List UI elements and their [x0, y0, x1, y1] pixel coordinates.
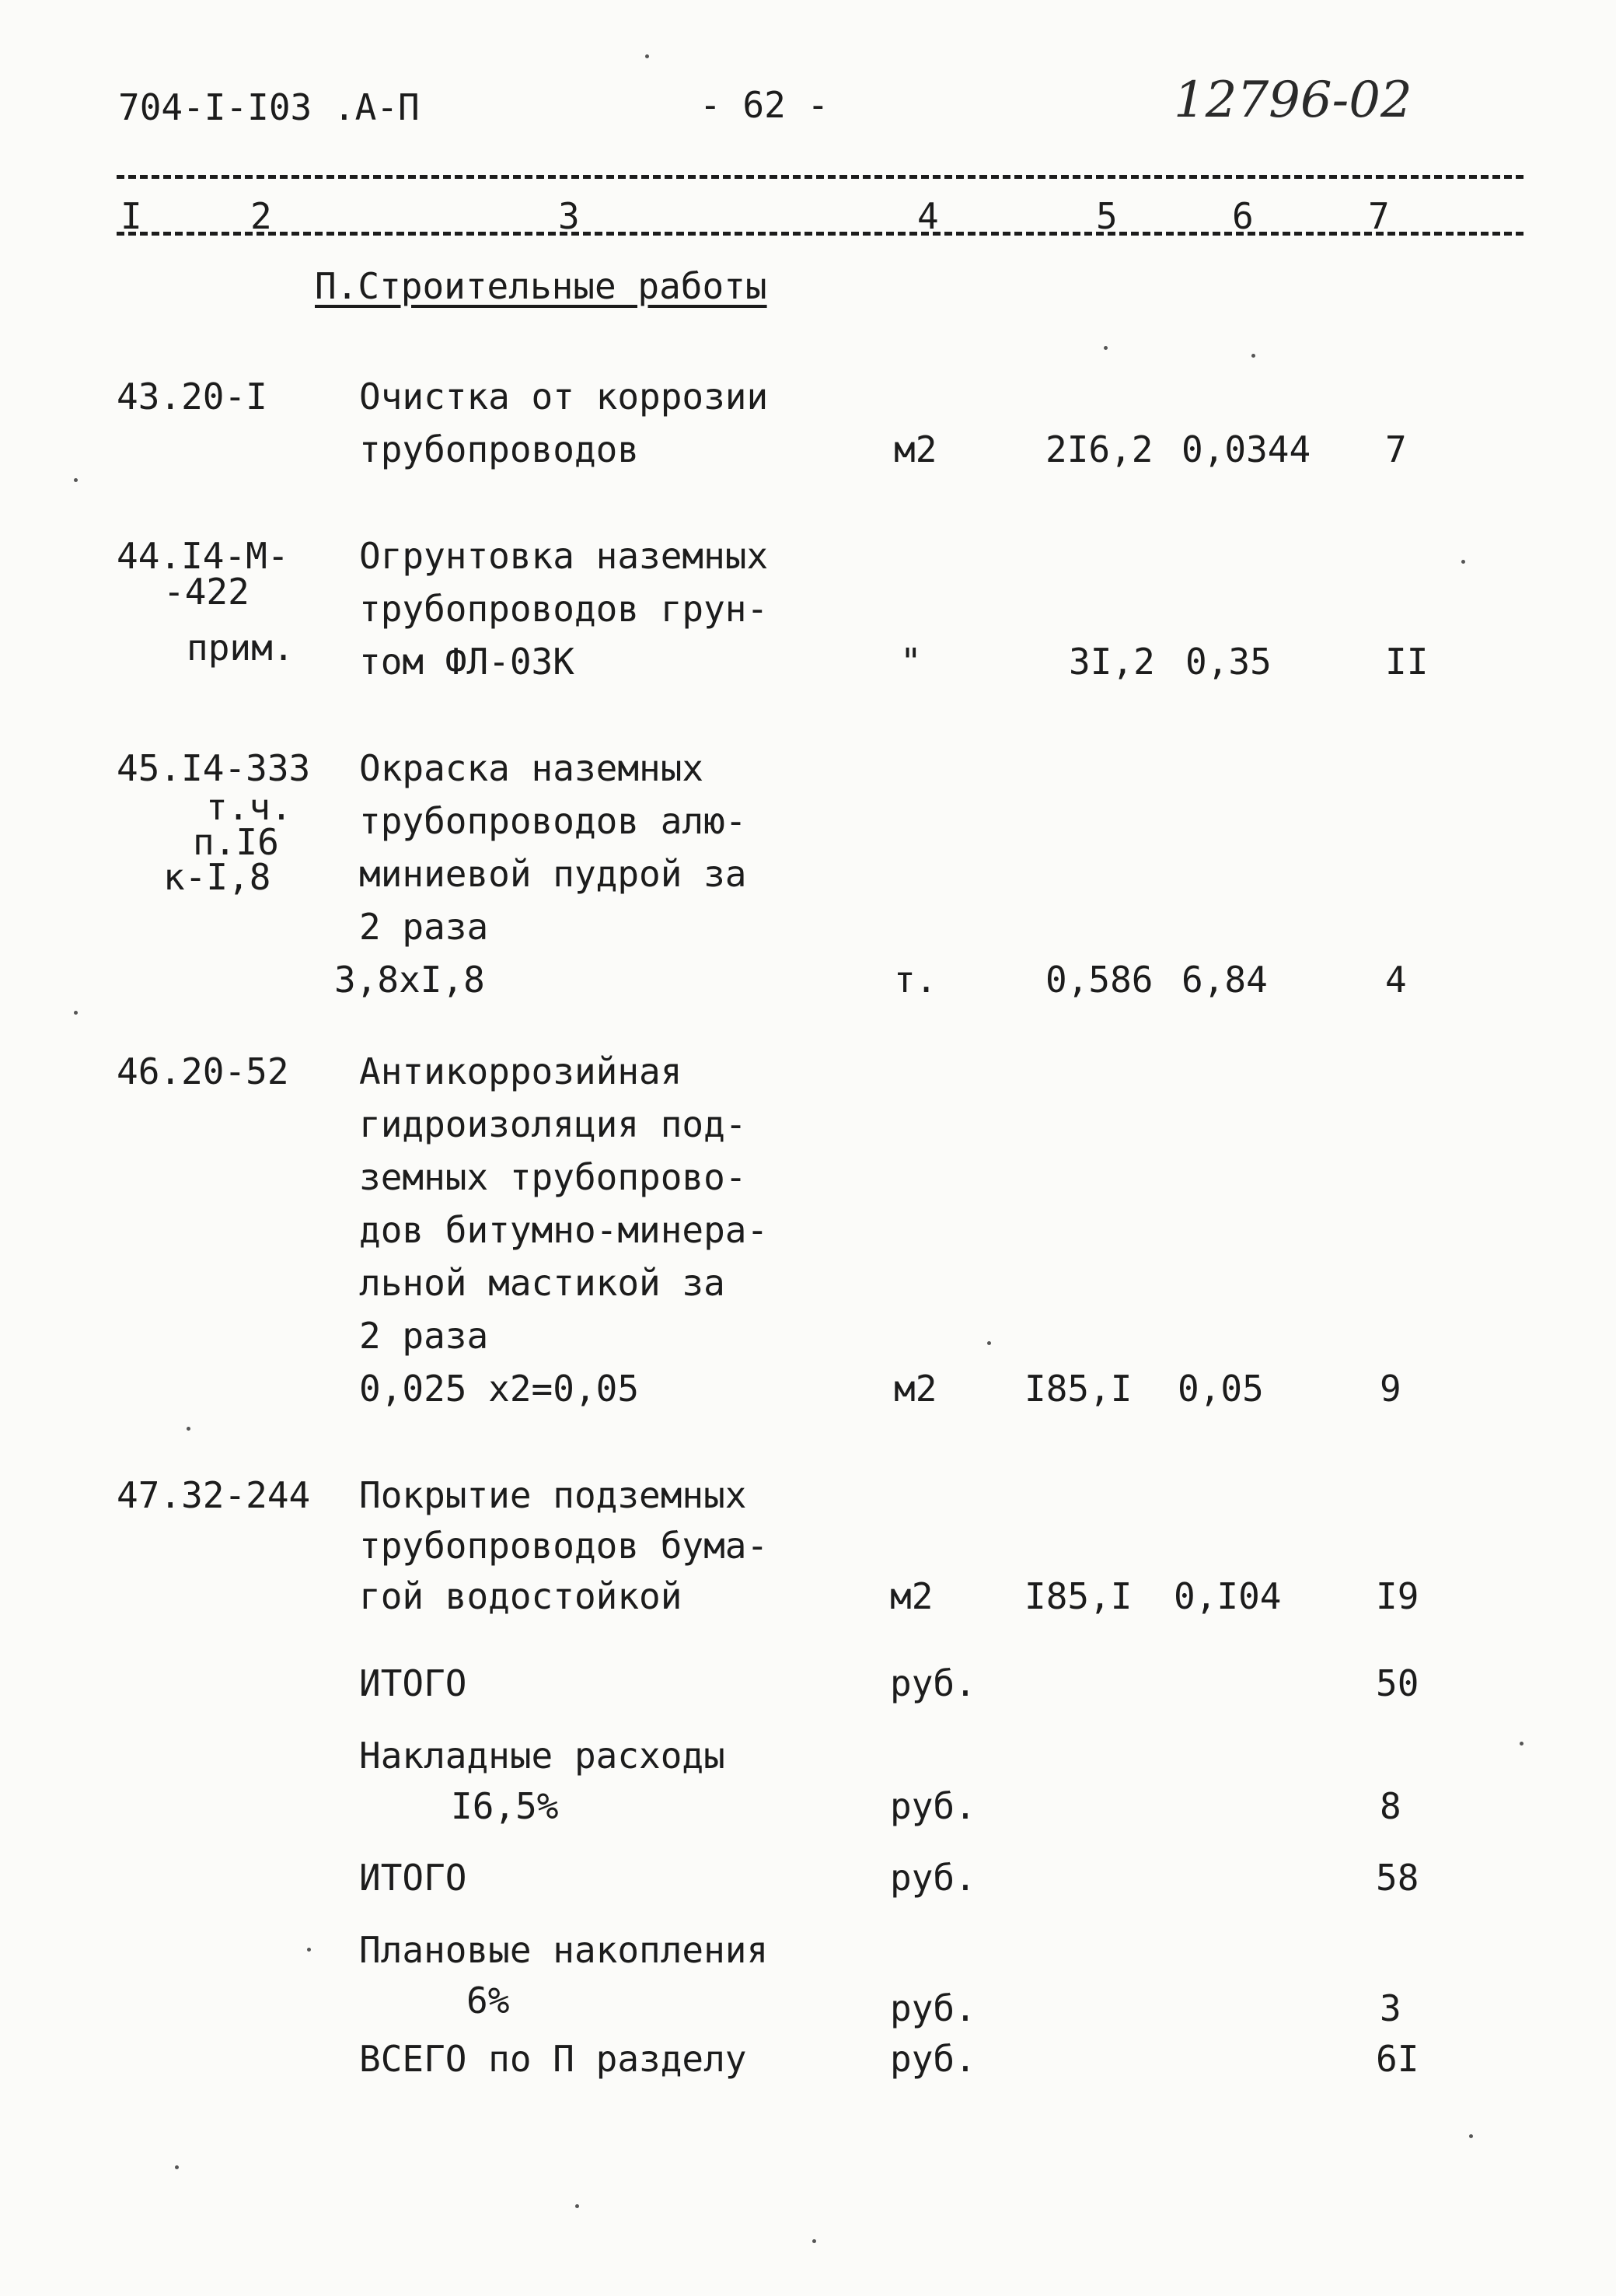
item-unit: м2 — [894, 1368, 937, 1410]
item-total: 4 — [1385, 959, 1407, 1001]
scan-speck — [187, 1427, 190, 1431]
scan-speck — [1461, 560, 1465, 564]
item-code: -422 — [163, 571, 250, 613]
item-code-note: п.I6 — [193, 821, 279, 863]
item-total: 7 — [1385, 428, 1407, 470]
item-unit: м2 — [894, 428, 937, 470]
item-description: Антикоррозийная — [359, 1050, 682, 1092]
total-value: 58 — [1376, 1857, 1419, 1899]
scan-speck — [812, 2239, 816, 2243]
total-unit: руб. — [890, 2038, 976, 2080]
total-percent: I6,5% — [451, 1785, 559, 1827]
scan-speck — [645, 54, 649, 58]
scan-speck — [1520, 1742, 1524, 1746]
item-code-note: т.ч. — [206, 786, 292, 828]
item-description: Окраска наземных — [359, 747, 704, 789]
item-unit: " — [900, 641, 922, 683]
scan-speck — [307, 1948, 311, 1952]
scan-speck — [575, 2204, 579, 2208]
handwritten-number: 12796-02 — [1174, 72, 1412, 129]
scan-speck — [1104, 346, 1108, 350]
total-label: Плановые накопления — [359, 1929, 769, 1971]
item-formula: 0,025 х2=0,05 — [359, 1368, 640, 1410]
column-number-6: 6 — [1232, 195, 1254, 237]
total-value: 50 — [1376, 1662, 1419, 1704]
item-total: II — [1385, 641, 1429, 683]
item-quantity: 0,586 — [1045, 959, 1154, 1001]
item-description: трубопроводов — [359, 428, 640, 470]
section-title: П.Строительные работы — [315, 265, 767, 307]
item-rate: 0,05 — [1178, 1368, 1264, 1410]
item-quantity: 3I,2 — [1069, 641, 1155, 683]
item-code: 46.20-52 — [117, 1050, 289, 1092]
item-code-note: к-I,8 — [163, 856, 271, 898]
item-formula: 3,8хI,8 — [334, 959, 485, 1001]
item-quantity: 2I6,2 — [1045, 428, 1154, 470]
scan-speck — [987, 1341, 991, 1345]
item-description: Покрытие подземных — [359, 1474, 747, 1516]
item-description: трубопроводов алю- — [359, 800, 747, 842]
total-unit: руб. — [890, 1662, 976, 1704]
item-rate: 0,0344 — [1181, 428, 1311, 470]
item-description: льной мастикой за — [359, 1262, 725, 1304]
item-code: 44.I4-М- — [117, 535, 289, 577]
total-value: 8 — [1380, 1785, 1401, 1827]
item-description: 2 раза — [359, 906, 489, 948]
total-percent: 6% — [466, 1980, 510, 2022]
item-description: Очистка от коррозии — [359, 376, 769, 418]
column-number-4: 4 — [917, 195, 939, 237]
document-code: 704-I-I03 .А-П — [118, 86, 420, 128]
item-code: 43.20-I — [117, 376, 267, 418]
item-description: гой водостойкой — [359, 1575, 682, 1617]
item-unit: т. — [894, 959, 937, 1001]
item-description: 2 раза — [359, 1315, 489, 1357]
item-unit: м2 — [890, 1575, 934, 1617]
header-top-rule — [117, 175, 1524, 179]
page-number: - 62 - — [700, 84, 829, 126]
item-description: гидроизоляция под- — [359, 1103, 747, 1145]
total-value: 6I — [1376, 2038, 1419, 2080]
header-bottom-rule — [117, 232, 1524, 236]
scan-speck — [175, 2165, 179, 2169]
scan-speck — [1469, 2134, 1473, 2138]
column-number-7: 7 — [1368, 195, 1390, 237]
item-rate: 0,35 — [1185, 641, 1272, 683]
column-number-2: 2 — [250, 195, 272, 237]
item-total: I9 — [1376, 1575, 1419, 1617]
scan-speck — [1251, 354, 1255, 358]
item-quantity: I85,I — [1024, 1575, 1133, 1617]
total-value: 3 — [1380, 1987, 1401, 2029]
total-label: ИТОГО — [359, 1857, 467, 1899]
item-quantity: I85,I — [1024, 1368, 1133, 1410]
item-description: миниевой пудрой за — [359, 853, 747, 895]
total-label: Накладные расходы — [359, 1735, 725, 1777]
column-number-3: 3 — [558, 195, 580, 237]
total-label: ИТОГО — [359, 1662, 467, 1704]
item-rate: 0,I04 — [1174, 1575, 1282, 1617]
total-unit: руб. — [890, 1785, 976, 1827]
item-code: 45.I4-333 — [117, 747, 311, 789]
item-description: том ФЛ-03К — [359, 641, 574, 683]
item-rate: 6,84 — [1181, 959, 1268, 1001]
column-number-5: 5 — [1096, 195, 1118, 237]
item-description: Огрунтовка наземных — [359, 535, 769, 577]
item-code: 47.32-244 — [117, 1474, 311, 1516]
item-description: дов битумно-минера- — [359, 1209, 769, 1251]
item-code-note: прим. — [187, 627, 295, 669]
total-unit: руб. — [890, 1857, 976, 1899]
column-number-1: I — [120, 195, 142, 237]
scan-speck — [74, 478, 78, 482]
total-label: ВСЕГО по П разделу — [359, 2038, 747, 2080]
item-description: трубопроводов бума- — [359, 1525, 769, 1567]
item-description: земных трубопрово- — [359, 1156, 747, 1198]
item-total: 9 — [1380, 1368, 1401, 1410]
scan-speck — [74, 1011, 78, 1015]
item-description: трубопроводов грун- — [359, 588, 769, 630]
total-unit: руб. — [890, 1987, 976, 2029]
